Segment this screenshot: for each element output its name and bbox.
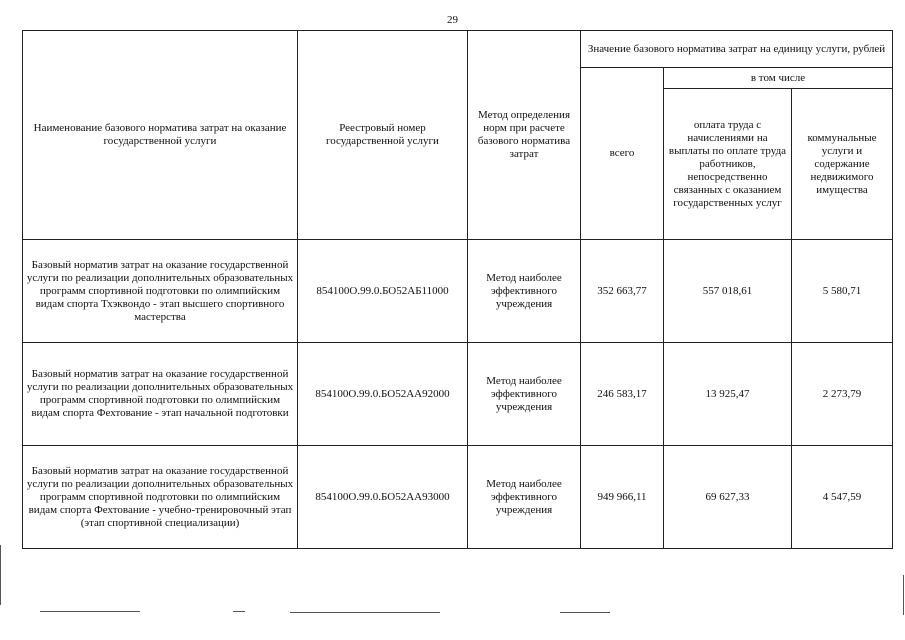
row-registry-number: 854100О.99.0.БО52АА93000 <box>298 446 468 549</box>
table-row <box>23 343 893 446</box>
cost-norms-table <box>22 30 893 549</box>
header-including: в том числе <box>664 68 893 89</box>
row-name: Базовый норматив затрат на оказание государственной услуги по реализации дополнительных образовательных программ спортивной подготовки по олимпийским видам спорта Тхэквондо - этап высшего спортивного мастерства <box>23 240 298 343</box>
row-total: 246 583,17 <box>581 343 664 446</box>
row-labor-costs: 69 627,33 <box>664 446 792 549</box>
scan-edge-mark-left <box>0 545 1 605</box>
table-row <box>23 446 893 549</box>
scan-edge-mark-bottom-2 <box>233 611 245 612</box>
row-name: Базовый норматив затрат на оказание государственной услуги по реализации дополнительных образовательных программ спортивной подготовки по олимпийским видам спорта Фехтование - учебно-тренировочный этап (этап спортивной специализации) <box>23 446 298 549</box>
header-utilities: коммунальные услуги и содержание недвижимого имущества <box>792 89 893 240</box>
table-row <box>23 240 893 343</box>
scan-edge-mark-right <box>903 575 904 615</box>
row-name: Базовый норматив затрат на оказание государственной услуги по реализации дополнительных образовательных программ спортивной подготовки по олимпийским видам спорта Фехтование - этап начальной подготовки <box>23 343 298 446</box>
row-method: Метод наиболее эффективного учреждения <box>468 343 581 446</box>
scan-edge-mark-bottom-1 <box>40 611 140 612</box>
row-method: Метод наиболее эффективного учреждения <box>468 240 581 343</box>
row-utilities: 5 580,71 <box>792 240 893 343</box>
row-total: 352 663,77 <box>581 240 664 343</box>
row-total: 949 966,11 <box>581 446 664 549</box>
page-number: 29 <box>447 14 458 26</box>
row-utilities: 2 273,79 <box>792 343 893 446</box>
header-registry-number: Реестровый номер государственной услуги <box>298 31 468 240</box>
row-labor-costs: 557 018,61 <box>664 240 792 343</box>
header-row-1 <box>23 31 893 68</box>
row-utilities: 4 547,59 <box>792 446 893 549</box>
row-method: Метод наиболее эффективного учреждения <box>468 446 581 549</box>
header-total: всего <box>581 68 664 240</box>
header-value-group: Значение базового норматива затрат на единицу услуги, рублей <box>581 31 893 68</box>
scan-edge-mark-bottom-4 <box>560 612 610 613</box>
header-labor-costs: оплата труда с начислениями на выплаты по оплате труда работников, непосредственно связанных с оказанием государственных услуг <box>664 89 792 240</box>
row-labor-costs: 13 925,47 <box>664 343 792 446</box>
row-registry-number: 854100О.99.0.БО52АБ11000 <box>298 240 468 343</box>
header-name: Наименование базового норматива затрат на оказание государственной услуги <box>23 31 298 240</box>
scan-edge-mark-bottom-3 <box>290 612 440 613</box>
row-registry-number: 854100О.99.0.БО52АА92000 <box>298 343 468 446</box>
header-method: Метод определения норм при расчете базового норматива затрат <box>468 31 581 240</box>
